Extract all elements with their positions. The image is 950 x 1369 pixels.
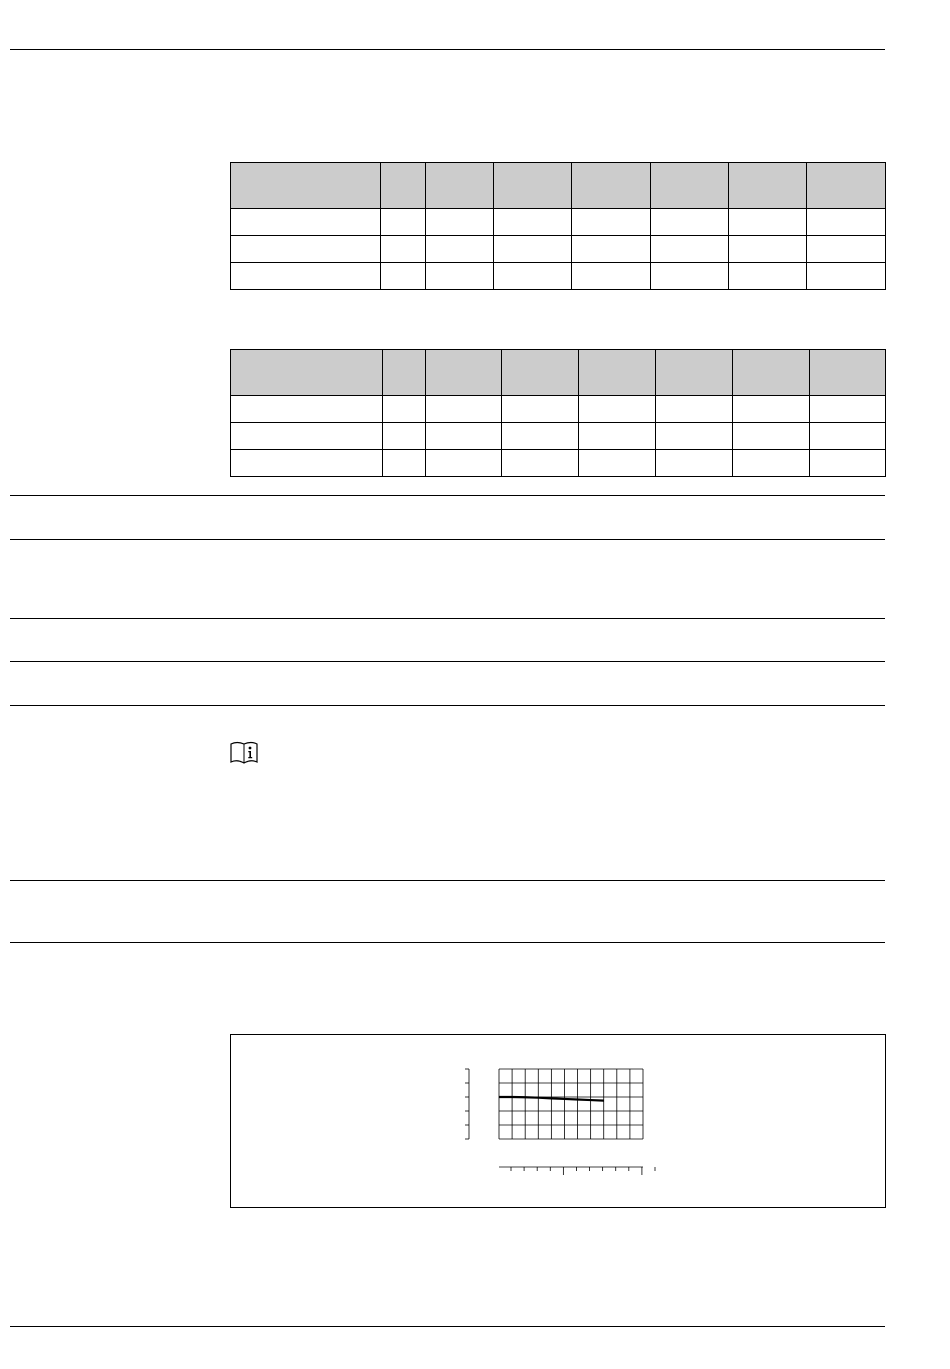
table-cell xyxy=(494,236,572,263)
table-cell xyxy=(231,396,383,423)
table-cell xyxy=(383,396,426,423)
table-cell xyxy=(494,263,572,290)
header-cell xyxy=(494,163,572,209)
section-rule-2 xyxy=(10,539,885,540)
header-cell xyxy=(426,163,494,209)
table-cell xyxy=(381,209,426,236)
table-cell xyxy=(729,209,807,236)
table-cell xyxy=(494,209,572,236)
table-cell xyxy=(572,209,651,236)
table-cell xyxy=(810,450,886,477)
table-cell xyxy=(810,396,886,423)
table-cell xyxy=(231,209,381,236)
table-row xyxy=(231,396,886,423)
section-rule-3 xyxy=(10,618,885,619)
table-cell xyxy=(807,236,886,263)
header-cell xyxy=(502,350,579,396)
table-cell xyxy=(381,263,426,290)
book-info-icon xyxy=(230,741,258,765)
table-cell xyxy=(383,423,426,450)
section-rule-7 xyxy=(10,942,885,943)
table-cell xyxy=(733,450,810,477)
table-cell xyxy=(572,236,651,263)
table-cell xyxy=(381,236,426,263)
header-cell xyxy=(426,350,502,396)
header-cell xyxy=(656,350,733,396)
section-rule-5 xyxy=(10,705,885,706)
table-cell xyxy=(733,423,810,450)
table-row xyxy=(231,236,886,263)
table-cell xyxy=(502,423,579,450)
table-cell xyxy=(729,236,807,263)
table-cell xyxy=(426,423,502,450)
header-cell xyxy=(231,163,381,209)
header-cell xyxy=(733,350,810,396)
table-cell xyxy=(426,236,494,263)
table-row xyxy=(231,450,886,477)
header-cell xyxy=(383,350,426,396)
table-cell xyxy=(231,236,381,263)
table-cell xyxy=(383,450,426,477)
section-rule-1 xyxy=(10,495,885,496)
table-cell xyxy=(572,263,651,290)
table-cell xyxy=(810,423,886,450)
line-chart xyxy=(231,1035,885,1207)
spec-table-2 xyxy=(230,349,886,477)
table-cell xyxy=(807,209,886,236)
header-cell xyxy=(651,163,729,209)
table-cell xyxy=(656,450,733,477)
table-cell xyxy=(426,450,502,477)
table-cell xyxy=(579,423,656,450)
table-cell xyxy=(426,263,494,290)
table-header-row xyxy=(231,163,886,209)
table-cell xyxy=(426,209,494,236)
table-cell xyxy=(502,396,579,423)
table-cell xyxy=(231,423,383,450)
table-cell xyxy=(579,396,656,423)
section-rule-6 xyxy=(10,880,885,881)
bottom-rule xyxy=(10,1326,885,1327)
table-cell xyxy=(651,236,729,263)
table-cell xyxy=(733,396,810,423)
table-row xyxy=(231,209,886,236)
table-cell xyxy=(426,396,502,423)
header-cell xyxy=(810,350,886,396)
header-cell xyxy=(729,163,807,209)
top-rule xyxy=(10,49,885,50)
header-cell xyxy=(381,163,426,209)
table-cell xyxy=(729,263,807,290)
header-cell xyxy=(579,350,656,396)
table-cell xyxy=(579,450,656,477)
table-cell xyxy=(656,396,733,423)
table-cell xyxy=(231,263,381,290)
spec-table-1 xyxy=(230,162,886,290)
table-cell xyxy=(651,209,729,236)
table-header-row xyxy=(231,350,886,396)
table-cell xyxy=(502,450,579,477)
table-cell xyxy=(807,263,886,290)
table-cell xyxy=(656,423,733,450)
table-row xyxy=(231,263,886,290)
table-cell xyxy=(231,450,383,477)
section-rule-4 xyxy=(10,661,885,662)
header-cell xyxy=(807,163,886,209)
table-row xyxy=(231,423,886,450)
header-cell xyxy=(231,350,383,396)
chart-frame xyxy=(230,1034,886,1208)
table-cell xyxy=(651,263,729,290)
header-cell xyxy=(572,163,651,209)
